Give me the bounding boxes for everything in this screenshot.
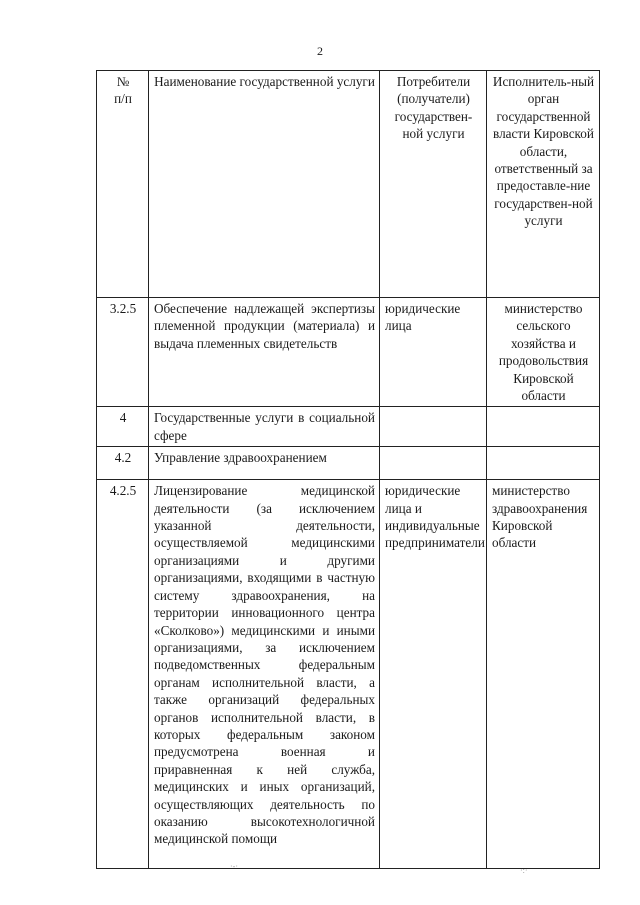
row-executive: [487, 407, 600, 447]
scan-mark: ·:·: [520, 866, 528, 875]
row-num: 4.2: [97, 447, 149, 480]
page-number: 2: [317, 44, 323, 58]
table-row: [97, 407, 600, 447]
header-executive: Исполнитель-ный орган государственной власти Кировской области, ответственный за предоставле-ние государствен-ной услуги: [487, 71, 600, 298]
scan-mark: ·-·: [230, 862, 238, 871]
row-service-name: Обеспечение надлежащей экспертизы племенной продукции (материала) и выдача племенных свидетельств: [149, 298, 380, 407]
table-header-row: [97, 71, 600, 298]
row-service-name: Управление здравоохранением: [149, 447, 380, 480]
header-service-name: Наименование государственной услуги: [149, 71, 380, 298]
services-table: [96, 70, 600, 869]
row-service-name: Лицензирование медицинской деятельности (за исключением указанной деятельности, осуществляемой медицинскими организациями и другими организациями, входящими в частную систему здравоохранения, на территории инновационного центра «Сколково») медицинскими и иными организациями, за исключением подведомственных федеральным органам исполнительной власти, а также организаций федеральных органов исполнительной власти, в которых федеральным законом предусмотрена военная и приравненная к ней служба, медицинских и иных организаций, осуществляющих деятельность по оказанию высокотехнологичной медицинской помощи: [149, 480, 380, 869]
row-executive: [487, 447, 600, 480]
table-row: [97, 447, 600, 480]
row-num: 4: [97, 407, 149, 447]
table-row: [97, 480, 600, 869]
row-executive: министерство здравоохранения Кировской области: [487, 480, 600, 869]
row-executive: министерство сельского хозяйства и продовольствия Кировской области: [487, 298, 600, 407]
row-service-name: Государственные услуги в социальной сфере: [149, 407, 380, 447]
row-consumers: юридические лица и индивидуальные предприниматели: [380, 480, 487, 869]
header-num: № п/п: [97, 71, 149, 298]
row-consumers: юридические лица: [380, 298, 487, 407]
row-consumers: [380, 407, 487, 447]
table-row: [97, 298, 600, 407]
row-consumers: [380, 447, 487, 480]
row-num: 3.2.5: [97, 298, 149, 407]
header-consumers: Потребители (получатели) государствен-ной услуги: [380, 71, 487, 298]
row-num: 4.2.5: [97, 480, 149, 869]
